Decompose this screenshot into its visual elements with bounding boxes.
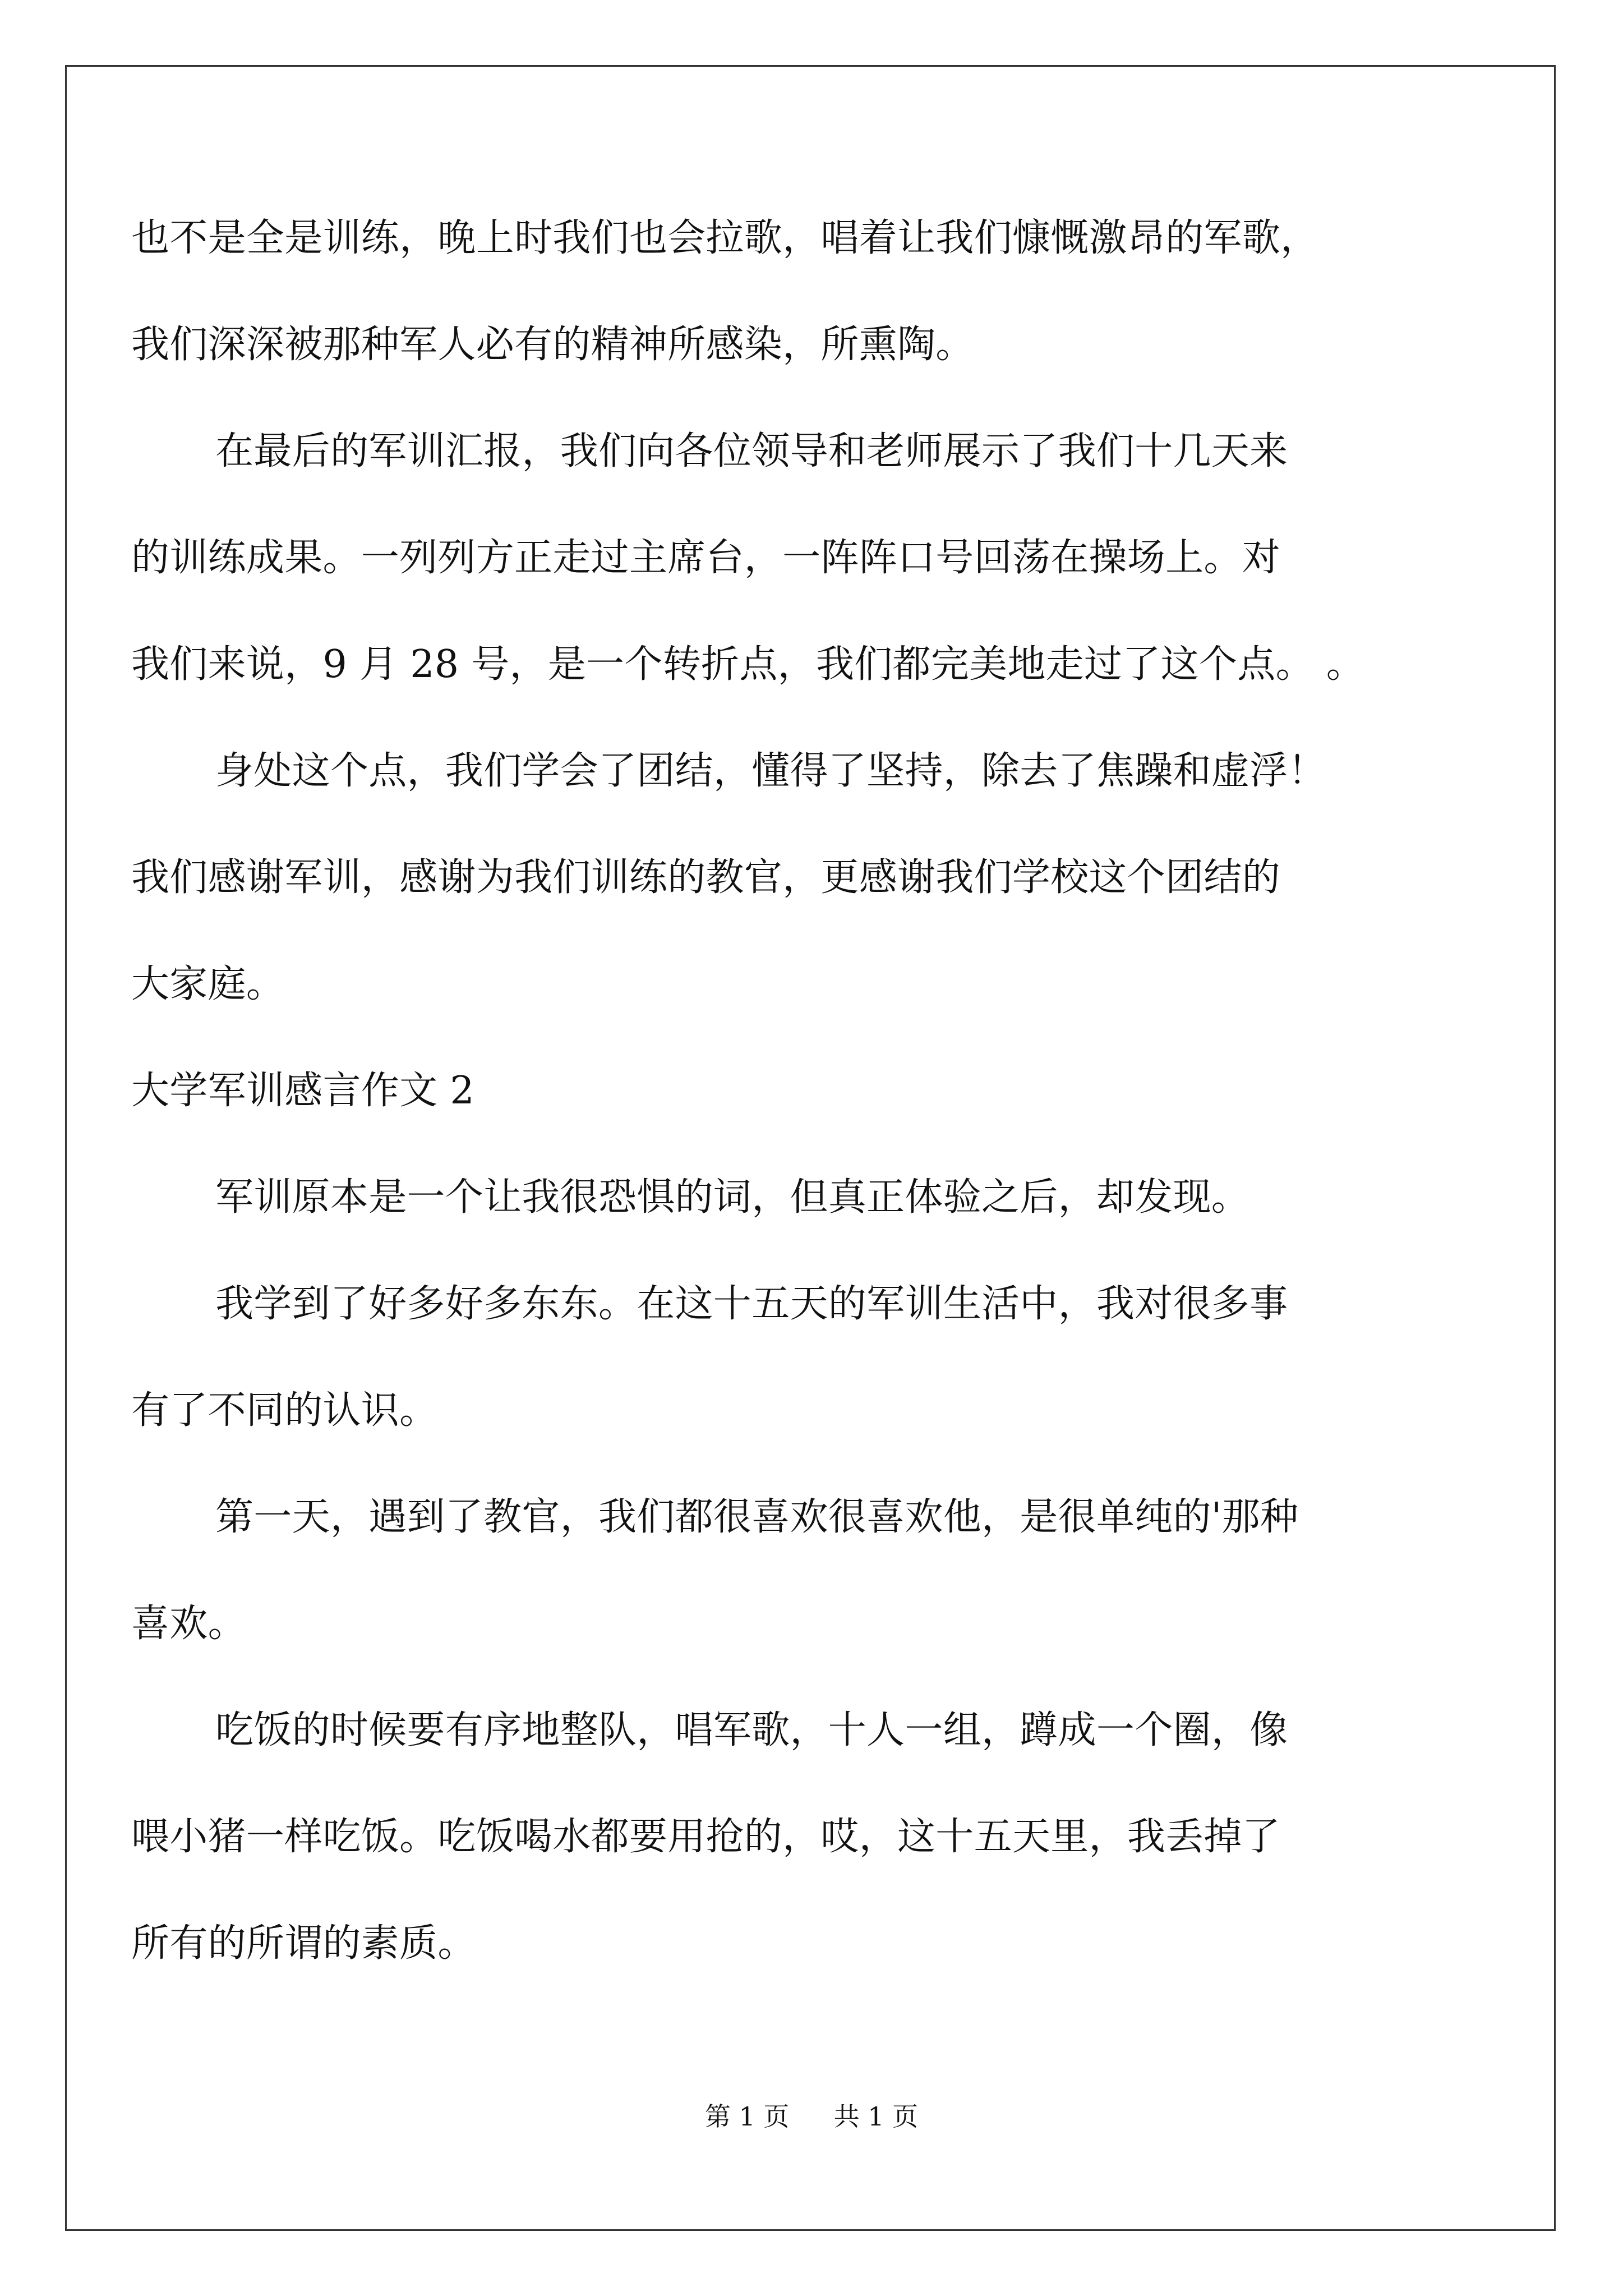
section-heading: 大学军训感言作文 2	[131, 1069, 474, 1113]
text-line: 的训练成果。一列列方正走过主席台，一阵阵口号回荡在操场上。对	[131, 536, 1281, 580]
text-line: 我们感谢军训，感谢为我们训练的教官，更感谢我们学校这个团结的	[131, 855, 1281, 900]
text-line: 喂小猪一样吃饭。吃饭喝水都要用抢的，哎，这十五天里，我丢掉了	[131, 1815, 1281, 1859]
paragraph-start-line: 军训原本是一个让我很恐惧的词，但真正体验之后，却发现。	[215, 1175, 1250, 1220]
page-number-current: 第 1 页	[704, 2101, 790, 2132]
page-number-total: 共 1 页	[833, 2101, 919, 2132]
text-line: 我们来说，9 月 28 号，是一个转折点，我们都完美地走过了这个点。 。	[131, 642, 1365, 687]
text-line: 有了不同的认识。	[131, 1388, 438, 1433]
paragraph-start-line: 在最后的军训汇报，我们向各位领导和老师展示了我们十几天来	[215, 429, 1288, 473]
paragraph-start-line: 第一天，遇到了教官，我们都很喜欢很喜欢他，是很单纯的'那种	[215, 1495, 1299, 1539]
text-line: 喜欢。	[131, 1602, 246, 1646]
page-footer	[0, 2100, 1623, 2133]
paragraph-start-line: 吃饭的时候要有序地整队，唱军歌，十人一组，蹲成一个圈，像	[215, 1708, 1288, 1752]
document-body	[131, 185, 1500, 1997]
text-line: 也不是全是训练，晚上时我们也会拉歌，唱着让我们慷慨激昂的军歌，	[131, 216, 1319, 260]
text-line: 大家庭。	[131, 962, 285, 1006]
text-line: 我们深深被那种军人必有的精神所感染，所熏陶。	[131, 323, 974, 367]
paragraph-start-line: 身处这个点，我们学会了团结，懂得了坚持，除去了焦躁和虚浮！	[215, 749, 1326, 793]
text-line: 所有的所谓的素质。	[131, 1921, 476, 1966]
paragraph-start-line: 我学到了好多好多东东。在这十五天的军训生活中，我对很多事	[215, 1282, 1288, 1326]
